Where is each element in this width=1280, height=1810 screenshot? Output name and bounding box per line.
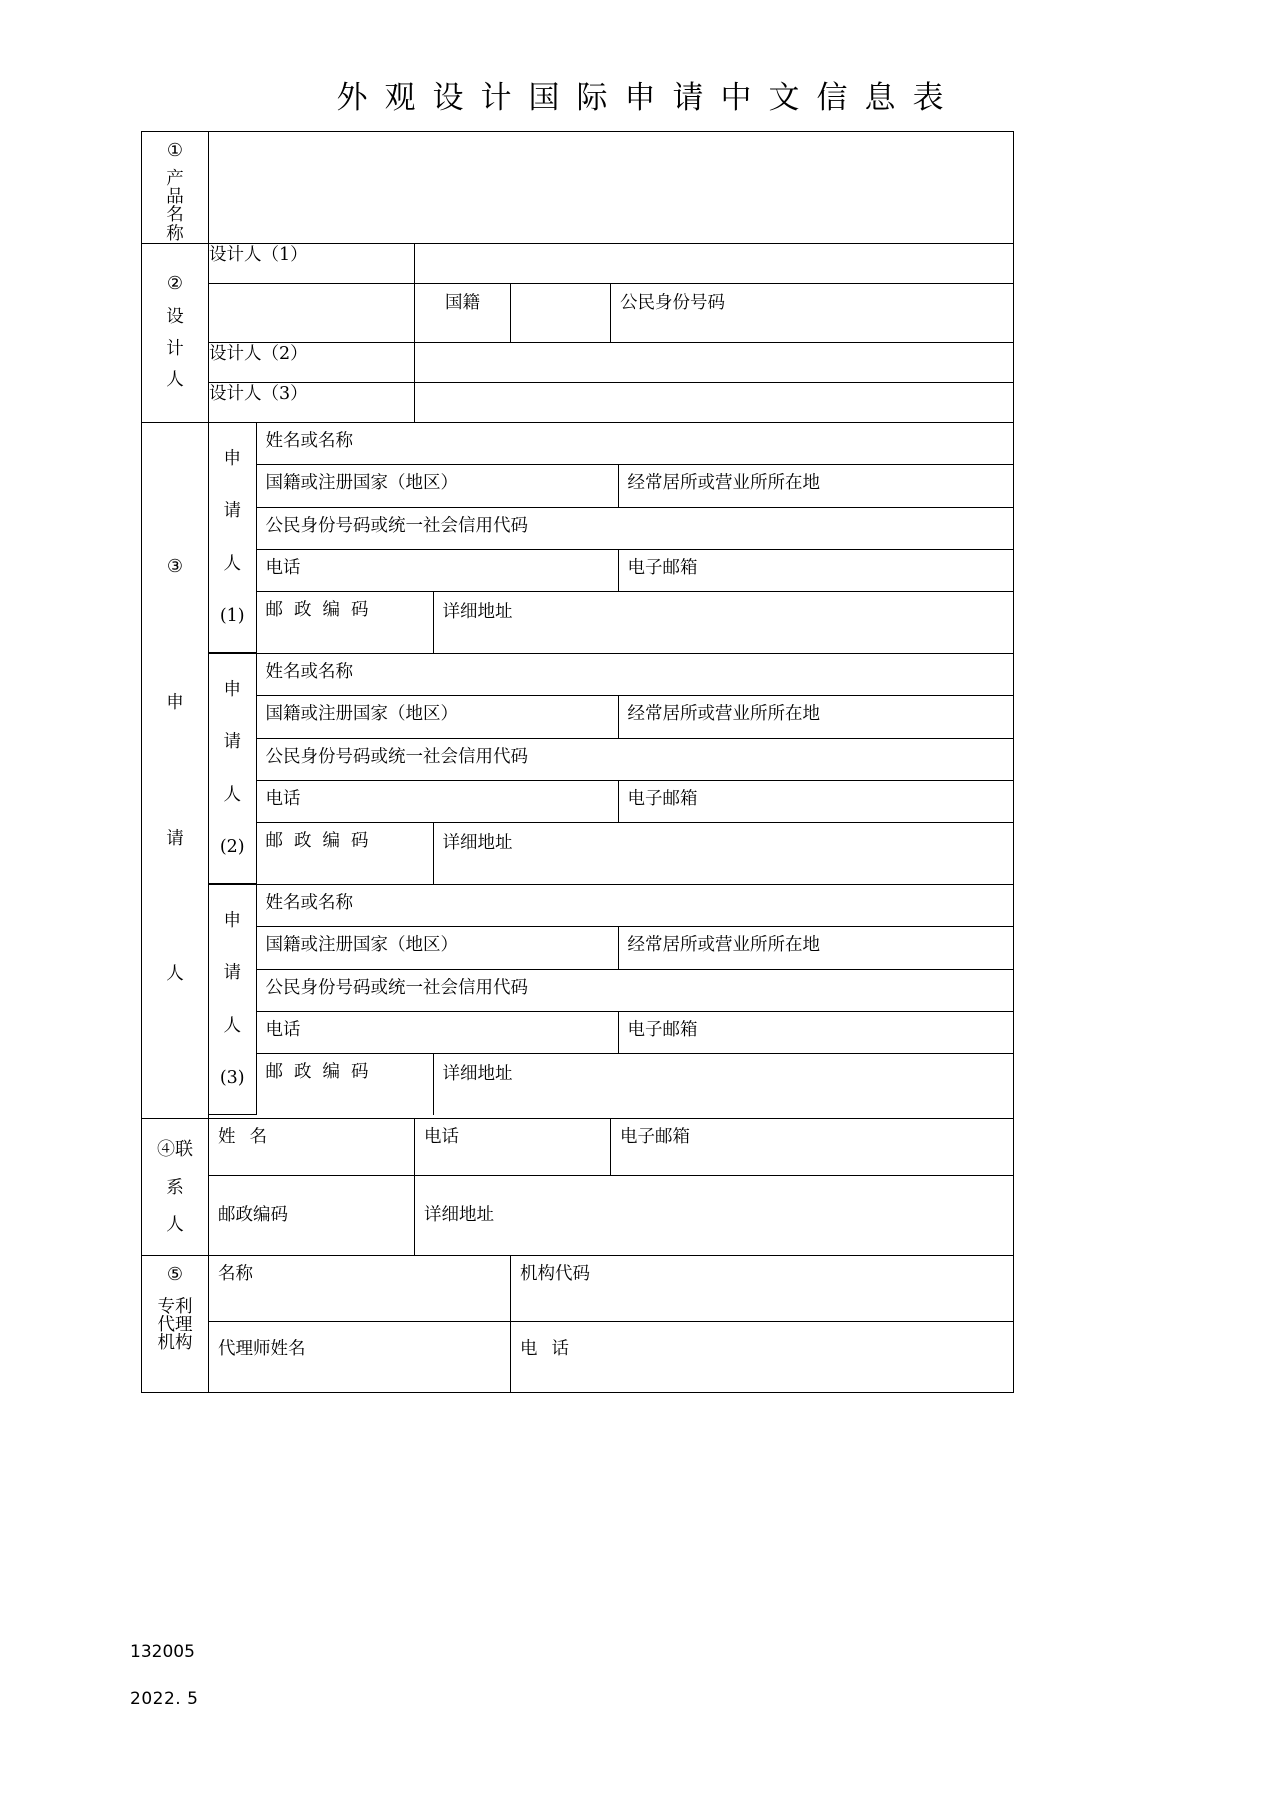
applicant-1-address-row bbox=[209, 592, 1013, 653]
applicant-2-address-label: 详细地址 bbox=[442, 833, 513, 854]
applicant-3-address-row bbox=[209, 1054, 1013, 1115]
designer-1-detail-row bbox=[142, 284, 1014, 343]
agency-name-field[interactable] bbox=[209, 1256, 511, 1322]
applicant-3-residence-label: 经常居所或营业所所在地 bbox=[627, 935, 820, 956]
designer-3-label: 设计人（3） bbox=[209, 383, 415, 423]
contact-postcode-field[interactable] bbox=[209, 1176, 415, 1256]
applicant-2-phone-label: 电话 bbox=[265, 788, 301, 809]
applicant-1-address-label: 详细地址 bbox=[442, 602, 513, 623]
applicant-3-char-2: 请 bbox=[223, 963, 241, 984]
applicants-row bbox=[142, 423, 1014, 1119]
designer-label-char-2: 计 bbox=[166, 338, 184, 359]
applicant-1-nationality-row bbox=[209, 465, 1013, 507]
contact-name-label: 姓名 bbox=[218, 1127, 281, 1148]
agency-name-row bbox=[142, 1256, 1014, 1322]
agency-section-label bbox=[142, 1256, 208, 1391]
agency-agent-name-field[interactable] bbox=[209, 1322, 511, 1393]
agency-label-line-1: 专利 bbox=[157, 1296, 193, 1317]
applicant-1-number: (1) bbox=[219, 605, 245, 626]
applicant-3-id-row bbox=[209, 969, 1013, 1011]
agency-org-code-label: 机构代码 bbox=[520, 1264, 590, 1285]
applicant-2-phone-field[interactable] bbox=[256, 780, 618, 822]
applicant-2-phone-row bbox=[209, 780, 1013, 822]
applicant-2-postcode-label: 邮政编码 bbox=[265, 831, 380, 852]
application-form-table bbox=[141, 131, 1014, 1393]
contact-label-char-3: 人 bbox=[166, 1215, 184, 1236]
designer-section-label-cell bbox=[142, 244, 209, 423]
applicant-2-id-label: 公民身份号码或统一社会信用代码 bbox=[265, 746, 528, 767]
applicant-3-phone-row bbox=[209, 1011, 1013, 1053]
applicant-1-char-1: 申 bbox=[223, 449, 241, 470]
applicant-2-email-label: 电子邮箱 bbox=[627, 788, 698, 809]
applicant-2-name-row bbox=[209, 654, 1013, 696]
agency-name-label: 名称 bbox=[218, 1264, 253, 1285]
applicant-entry-2 bbox=[209, 653, 1013, 884]
contact-postcode-label: 邮政编码 bbox=[218, 1205, 288, 1226]
form-number: 132005 bbox=[130, 1642, 195, 1662]
product-label-char-3: 名 bbox=[166, 205, 184, 226]
applicant-3-name-field[interactable] bbox=[256, 885, 1013, 927]
applicant-2-residence-label: 经常居所或营业所所在地 bbox=[627, 704, 820, 725]
designer-3-row bbox=[142, 383, 1014, 423]
agency-agent-name-label: 代理师姓名 bbox=[218, 1339, 306, 1360]
applicant-2-nationality-field[interactable] bbox=[256, 696, 618, 738]
applicant-3-char-1: 申 bbox=[223, 911, 241, 932]
agency-phone-label: 电话 bbox=[520, 1339, 583, 1360]
applicant-1-name-row bbox=[209, 423, 1013, 465]
applicant-2-id-row bbox=[209, 738, 1013, 780]
applicant-2-index-label bbox=[209, 654, 256, 883]
contact-label-char-1: 联 bbox=[175, 1138, 193, 1160]
contact-email-field[interactable] bbox=[611, 1119, 1014, 1176]
applicant-3-char-3: 人 bbox=[223, 1015, 241, 1036]
applicant-2-char-3: 人 bbox=[223, 784, 241, 805]
agency-org-code-field[interactable] bbox=[511, 1256, 1014, 1322]
applicant-3-email-field[interactable] bbox=[618, 1011, 1013, 1053]
applicant-3-number: (3) bbox=[219, 1067, 245, 1088]
designer-1-label: 设计人（1） bbox=[209, 244, 415, 284]
applicant-1-id-field[interactable] bbox=[256, 507, 1013, 549]
agency-phone-field[interactable] bbox=[511, 1322, 1014, 1393]
designer-1-name-input[interactable] bbox=[209, 284, 415, 343]
applicant-1-email-field[interactable] bbox=[618, 549, 1013, 591]
contact-label-char-2: 系 bbox=[166, 1178, 184, 1198]
designer-section-label bbox=[142, 244, 208, 419]
designer-2-row bbox=[142, 343, 1014, 383]
contact-address-label: 详细地址 bbox=[424, 1205, 494, 1226]
applicant-2-nationality-label: 国籍或注册国家（地区） bbox=[265, 704, 458, 725]
applicant-label-char-3: 人 bbox=[166, 963, 184, 984]
applicant-1-id-row bbox=[209, 507, 1013, 549]
applicant-3-nationality-label: 国籍或注册国家（地区） bbox=[265, 935, 458, 956]
designer-label-char-1: 设 bbox=[166, 307, 184, 328]
applicant-3-id-label: 公民身份号码或统一社会信用代码 bbox=[265, 977, 528, 998]
applicant-2-index-cell bbox=[209, 654, 256, 884]
contact-section-label bbox=[142, 1119, 208, 1254]
applicant-3-phone-label: 电话 bbox=[265, 1019, 301, 1040]
section-number-4 bbox=[157, 1139, 193, 1161]
contact-address-field[interactable] bbox=[415, 1176, 1014, 1256]
applicant-3-phone-field[interactable] bbox=[256, 1011, 618, 1053]
contact-email-label: 电子邮箱 bbox=[620, 1127, 690, 1148]
contact-name-field[interactable] bbox=[209, 1119, 415, 1176]
applicant-1-name-label: 姓名或名称 bbox=[265, 431, 353, 452]
contact-name-row bbox=[142, 1119, 1014, 1176]
applicant-1-residence-label: 经常居所或营业所所在地 bbox=[627, 473, 820, 494]
product-name-label bbox=[142, 132, 208, 243]
designer-2-input[interactable] bbox=[415, 343, 1014, 383]
applicants-section-label bbox=[142, 423, 208, 1116]
contact-address-row bbox=[142, 1176, 1014, 1256]
section-number-5: ⑤ bbox=[166, 1264, 184, 1286]
applicant-2-name-field[interactable] bbox=[256, 654, 1013, 696]
applicant-3-postcode-label: 邮政编码 bbox=[265, 1062, 380, 1083]
applicants-entries-cell bbox=[209, 423, 1014, 1119]
applicant-3-nationality-field[interactable] bbox=[256, 927, 618, 969]
designer-label-char-3: 人 bbox=[166, 370, 184, 391]
product-name-label-cell bbox=[142, 132, 209, 244]
applicant-2-residence-field[interactable] bbox=[618, 696, 1013, 738]
applicant-2-number: (2) bbox=[219, 836, 245, 857]
contact-phone-field[interactable] bbox=[415, 1119, 611, 1176]
product-label-char-4: 称 bbox=[166, 223, 184, 244]
agency-section-label-cell bbox=[142, 1256, 209, 1393]
applicant-2-char-2: 请 bbox=[223, 732, 241, 753]
section-number-3: ③ bbox=[166, 555, 184, 577]
agency-agent-row bbox=[142, 1322, 1014, 1393]
designer-3-input[interactable] bbox=[415, 383, 1014, 423]
applicant-3-address-label: 详细地址 bbox=[442, 1064, 513, 1085]
applicant-1-char-3: 人 bbox=[223, 553, 241, 574]
product-label-char-2: 品 bbox=[166, 186, 184, 207]
applicant-label-char-2: 请 bbox=[166, 828, 184, 849]
contact-circle-num: ④ bbox=[157, 1138, 175, 1160]
contact-phone-label: 电话 bbox=[424, 1127, 459, 1148]
applicant-3-nationality-row bbox=[209, 927, 1013, 969]
page-title: 外观设计国际申请中文信息表 bbox=[336, 80, 961, 116]
agency-label-line-3: 机构 bbox=[157, 1333, 193, 1354]
nationality-label-text: 国籍 bbox=[445, 293, 480, 314]
applicant-1-id-label: 公民身份号码或统一社会信用代码 bbox=[265, 515, 528, 536]
applicant-2-email-field[interactable] bbox=[618, 780, 1013, 822]
applicant-1-postcode-field[interactable] bbox=[256, 592, 433, 653]
applicant-2-id-field[interactable] bbox=[256, 738, 1013, 780]
applicant-1-residence-field[interactable] bbox=[618, 465, 1013, 507]
applicant-1-email-label: 电子邮箱 bbox=[627, 557, 698, 578]
applicant-1-phone-field[interactable] bbox=[256, 549, 618, 591]
applicant-1-name-field[interactable] bbox=[256, 423, 1013, 465]
footer bbox=[130, 1644, 198, 1708]
applicant-1-index-label bbox=[209, 423, 256, 652]
applicant-1-nationality-field[interactable] bbox=[256, 465, 618, 507]
applicant-entry-3 bbox=[209, 884, 1013, 1115]
applicant-3-residence-field[interactable] bbox=[618, 927, 1013, 969]
applicant-3-index-cell bbox=[209, 885, 256, 1115]
applicant-1-address-field[interactable] bbox=[433, 592, 1013, 653]
applicants-section-label-cell bbox=[142, 423, 209, 1119]
section-number-2: ② bbox=[166, 273, 184, 295]
designer-1-nationality-input[interactable] bbox=[511, 284, 611, 343]
applicant-2-postcode-field[interactable] bbox=[256, 823, 433, 884]
product-name-row bbox=[142, 132, 1014, 244]
form-version-date: 2022. 5 bbox=[130, 1689, 199, 1709]
applicant-2-name-label: 姓名或名称 bbox=[265, 662, 353, 683]
designer-1-input[interactable] bbox=[415, 244, 1014, 284]
applicant-1-index-cell bbox=[209, 423, 256, 653]
designer-1-row bbox=[142, 244, 1014, 284]
applicant-entry-1 bbox=[209, 423, 1013, 653]
product-name-input[interactable] bbox=[209, 132, 1014, 244]
applicant-1-postcode-label: 邮政编码 bbox=[265, 600, 380, 621]
designer-1-nationality-label bbox=[415, 284, 511, 343]
applicant-3-name-row bbox=[209, 885, 1013, 927]
applicant-1-nationality-label: 国籍或注册国家（地区） bbox=[265, 473, 458, 494]
contact-section-label-cell bbox=[142, 1119, 209, 1256]
applicant-1-phone-label: 电话 bbox=[265, 557, 301, 578]
applicant-1-char-2: 请 bbox=[223, 501, 241, 522]
designer-1-citizen-id-label bbox=[611, 284, 1014, 343]
applicant-3-address-field[interactable] bbox=[433, 1054, 1013, 1115]
applicant-3-id-field[interactable] bbox=[256, 969, 1013, 1011]
applicant-3-postcode-field[interactable] bbox=[256, 1054, 433, 1115]
applicant-3-email-label: 电子邮箱 bbox=[627, 1019, 698, 1040]
applicant-2-nationality-row bbox=[209, 696, 1013, 738]
section-number-1: ① bbox=[166, 140, 184, 161]
product-label-char-1: 产 bbox=[166, 168, 184, 189]
agency-label-line-2: 代理 bbox=[157, 1315, 193, 1336]
applicant-3-name-label: 姓名或名称 bbox=[265, 893, 353, 914]
applicant-2-address-field[interactable] bbox=[433, 823, 1013, 884]
citizen-id-label-text: 公民身份号码 bbox=[620, 293, 725, 314]
applicant-2-char-1: 申 bbox=[223, 680, 241, 701]
applicant-label-char-1: 申 bbox=[166, 693, 184, 714]
applicant-2-address-row bbox=[209, 823, 1013, 884]
designer-2-label: 设计人（2） bbox=[209, 343, 415, 383]
applicant-3-index-label bbox=[209, 885, 256, 1114]
applicant-1-phone-row bbox=[209, 549, 1013, 591]
